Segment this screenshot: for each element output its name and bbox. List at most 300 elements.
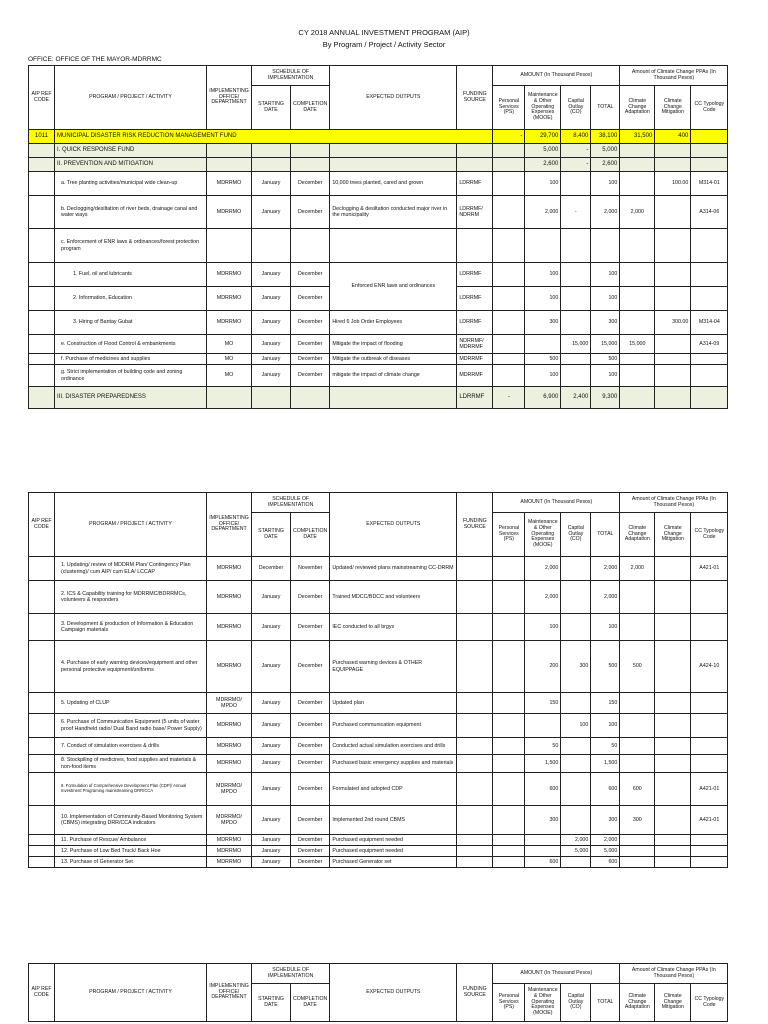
table-cell: NDRRMF/ MDRRMF [457,335,493,354]
table-cell [620,755,655,773]
table-cell: January [252,857,291,868]
table-cell: 9,300 [591,387,620,409]
program-header: PROGRAM / PROJECT / ACTIVITY [55,964,207,1022]
table-cell: 29,700 [525,130,561,144]
table-cell: January [252,196,291,229]
table-cell: Purchased equipment needed [330,846,457,857]
table-cell [655,196,691,229]
table-cell: - [493,387,525,409]
table-cell: Enforced ENR laws and ordinances [330,263,457,311]
amount-header: AMOUNT (In Thousand Pesos) [493,964,620,984]
typology-header: CC Typology Code [691,513,728,557]
schedule-header: SCHEDULE OF IMPLEMENTATION [252,66,330,86]
table-cell: 100 [561,714,591,738]
table-cell: f. Purchase of medicines and supplies [55,354,207,365]
table-cell: MDRRMO/ MPDO [207,773,252,806]
adaptation-header: Climate Change Adaptation [620,86,655,130]
table-cell: MO [207,354,252,365]
office-label: OFFICE: OFFICE OF THE MAYOR-MDRRMC [28,56,162,63]
table-cell: 100 [591,287,620,311]
table-row [29,835,728,846]
table-cell [561,806,591,835]
table-cell: 7. Conduct of simulation exercises & drills [55,738,207,755]
table-cell: 2,400 [561,387,591,409]
climate-header: Amount of Climate Change PPAs (In Thousand Pesos) [620,964,728,984]
table-cell [620,714,655,738]
table-cell: A421-01 [691,557,728,581]
table-cell: 1. Updating/ review of MDDRM Plan/ Contingency Plan (clustering)/ cum AIP/ cum ELA/ LCCAP [55,557,207,581]
aip-table-3 [28,963,728,1022]
table-cell: Hired 6 Job Order Employees [330,311,457,335]
table-cell: LDRRMF [457,387,493,409]
table-cell: January [252,172,291,196]
table-row [29,857,728,868]
starting-header: STARTING DATE [252,513,291,557]
table-cell: b. Declogging/desiltation of river beds, drainage canal and water ways [55,196,207,229]
table-cell: 300 [591,806,620,835]
implementing-header: IMPLEMENTING OFFICE/ DEPARTMENT [207,66,252,130]
table-cell: 100 [525,614,561,641]
table-cell [561,693,591,714]
table-cell [493,196,525,229]
table-cell: December [291,738,330,755]
table-cell: LDRRMF [457,263,493,287]
table-cell: e. Construction of Flood Control & embankments [55,335,207,354]
table-cell: December [291,693,330,714]
table-row [29,641,728,693]
table-cell: Conducted actual simulation exercises and drills [330,738,457,755]
starting-header: STARTING DATE [252,984,291,1022]
table-cell: December [291,365,330,387]
table-cell: IEC conducted to all brgys [330,614,457,641]
adaptation-header: Climate Change Adaptation [620,984,655,1022]
table-cell: December [291,857,330,868]
table-cell [561,755,591,773]
table-cell: December [291,806,330,835]
table-cell: 150 [591,693,620,714]
table-cell: 38,100 [591,130,620,144]
aip-ref-header: AIP REF CODE [29,66,55,130]
table-cell: December [291,835,330,846]
table-cell: Formulated and adopted CDP [330,773,457,806]
table-row [29,773,728,806]
completion-header: COMPLETION DATE [291,513,330,557]
table-cell: 2,000 [525,196,561,229]
table-cell [620,846,655,857]
table-row [29,172,728,196]
table-cell: Purchased communication equipment [330,714,457,738]
table-cell: MUNICIPAL DISASTER RISK REDUCTION MANAGEMENT FUND [55,130,493,144]
table-cell: January [252,287,291,311]
table-cell: 1,500 [591,755,620,773]
table-cell [620,693,655,714]
table-cell: December [291,263,330,287]
table-cell: MDRRMO [207,311,252,335]
table-cell: 400 [655,130,691,144]
table-cell: 2,000 [561,835,591,846]
schedule-header: SCHEDULE OF IMPLEMENTATION [252,493,330,513]
table-cell: December [291,172,330,196]
table-cell [561,172,591,196]
table-cell: January [252,773,291,806]
table-cell: Purchased warning devices & OTHER EQUIPPAGE [330,641,457,693]
table-cell: A421-01 [691,773,728,806]
table-row [29,755,728,773]
table-cell [525,835,561,846]
aip-table-2 [28,492,728,868]
table-cell: 5,000 [561,846,591,857]
table-cell: Mitigate the outbreak of diseases [330,354,457,365]
table-cell: III. DISASTER PREPAREDNESS [55,387,207,409]
table-cell: 300 [561,641,591,693]
table-cell: 2,000 [525,557,561,581]
table-cell: 200 [525,641,561,693]
table-cell: 1,500 [525,755,561,773]
table-cell [691,738,728,755]
table-cell: 8. Stockpiling of medicines, food supplies and materials & non-food items [55,755,207,773]
table-cell: 600 [620,773,655,806]
table-cell: c. Enforcement of ENR laws & ordinances/forest protection program [55,229,207,263]
table-cell: LDRRMF [457,172,493,196]
table-cell [620,581,655,614]
table-header [29,964,728,1022]
table-cell [691,846,728,857]
table-row [29,806,728,835]
table-cell: 2,000 [591,581,620,614]
table-cell: December [252,557,291,581]
table-cell: 6,900 [525,387,561,409]
table-cell: 300 [525,806,561,835]
table-cell: December [291,196,330,229]
table-cell: January [252,714,291,738]
table-cell: g. Strict implementation of building code and zoning ordinance [55,365,207,387]
table-cell [561,738,591,755]
typology-header: CC Typology Code [691,86,728,130]
table-cell: 31,500 [620,130,655,144]
outputs-header: EXPECTED OUTPUTS [330,964,457,1022]
table-cell: January [252,846,291,857]
table-cell: MDRRMO [207,641,252,693]
table-cell [620,835,655,846]
table-cell [525,714,561,738]
table-cell: 12. Purchase of Low Bed Truck/ Back Hoe [55,846,207,857]
table-cell: MDRRMF [457,365,493,387]
table-cell: MDRRMO [207,581,252,614]
table-cell: 300 [591,311,620,335]
table-cell: MDRRMF [457,354,493,365]
table-cell: January [252,641,291,693]
table-cell: January [252,581,291,614]
table-cell [691,614,728,641]
table-cell [561,857,591,868]
table-cell: December [291,311,330,335]
table-cell: 500 [591,641,620,693]
total-header: TOTAL [591,984,620,1022]
table-cell: M314-01 [691,172,728,196]
table-cell: Mitigate the impact of flooding [330,335,457,354]
table-cell [561,557,591,581]
outputs-header: EXPECTED OUTPUTS [330,66,457,130]
table-cell: LDRRMF [457,287,493,311]
table-cell: November [291,557,330,581]
table-cell: 8,400 [561,130,591,144]
table-cell: December [291,354,330,365]
table-cell: 1. Fuel, oil and lubricants [55,263,207,287]
table-cell: MDRRMO [207,287,252,311]
table-cell: 3. Development & production of Information & Education Campaign materials [55,614,207,641]
funding-header: FUNDING SOURCE [457,964,493,1022]
table-cell [561,614,591,641]
table-cell: MDRRMO [207,172,252,196]
table-cell: 15,000 [561,335,591,354]
table-cell: 10,000 trees planted, cared and grown [330,172,457,196]
table-cell: 300 [525,311,561,335]
table-row [29,557,728,581]
completion-header: COMPLETION DATE [291,984,330,1022]
table-row [29,311,728,335]
table-cell: 15,000 [620,335,655,354]
aip-ref-header: AIP REF CODE [29,964,55,1022]
table-cell: 600 [591,773,620,806]
climate-header: Amount of Climate Change PPAs (In Thousand Pesos) [620,493,728,513]
table-cell: A314-09 [691,335,728,354]
table-cell [691,857,728,868]
table-cell: January [252,806,291,835]
table-row [29,196,728,229]
table-cell: 150 [525,693,561,714]
table-cell: mitigate the impact of climate change [330,365,457,387]
section-row [29,387,728,409]
table-cell: MDRRMO [207,857,252,868]
table-cell: MDRRMO [207,846,252,857]
table-cell: January [252,738,291,755]
table-cell [561,581,591,614]
table-cell: Trained MDCC/BDCC and volunteers [330,581,457,614]
table-cell [620,172,655,196]
table-cell: 13. Purchase of Generator Set [55,857,207,868]
table-cell [691,581,728,614]
table-cell: 600 [525,773,561,806]
table-row [29,263,728,287]
aip-table-1 [28,65,728,409]
table-cell: MDRRMO [207,714,252,738]
table-cell: December [291,755,330,773]
climate-header: Amount of Climate Change PPAs (In Thousand Pesos) [620,66,728,86]
table-cell: January [252,693,291,714]
schedule-header: SCHEDULE OF IMPLEMENTATION [252,964,330,984]
table-cell: December [291,641,330,693]
table-cell: MDRRMO [207,755,252,773]
table-row [29,335,728,354]
ps-header: Personal Services (PS) [493,513,525,557]
table-row [29,229,728,263]
table-cell [620,614,655,641]
table-cell: M314-04 [691,311,728,335]
table-cell: a. Tree planting activities/municipal wide clean-up [55,172,207,196]
table-cell: 300 [620,806,655,835]
table-cell: January [252,614,291,641]
table-cell [525,846,561,857]
table-cell [691,714,728,738]
table-cell: 500 [620,641,655,693]
table-cell: MDRRMO [207,196,252,229]
table-cell: 2. ICS & Capability training for MDRRMC/BDRRMCs, volunteers & responders [55,581,207,614]
table-cell: A421-01 [691,806,728,835]
mitigation-header: Climate Change Mitigation [655,86,691,130]
table-cell: 100 [591,365,620,387]
outputs-header: EXPECTED OUTPUTS [330,493,457,557]
table-cell: 600 [525,857,561,868]
table-cell: II. PREVENTION AND MITIGATION [55,158,207,172]
table-cell: 6. Purchase of Communication Equipment (5 units of water proof Handheld radio/ Dual Band radio base/ Power Supply) [55,714,207,738]
table-cell: MDRRMO [207,738,252,755]
table-cell: 100 [525,263,561,287]
table-cell: 100.00 [655,172,691,196]
table-cell: 100 [591,263,620,287]
table-cell: 1011 [29,130,55,144]
table-cell: 300.00 [655,311,691,335]
section-row [29,144,728,158]
total-header: TOTAL [591,513,620,557]
co-header: Capital Outlay (CO) [561,86,591,130]
table-cell: 50 [525,738,561,755]
table-cell: - [561,196,591,229]
table-cell: MO [207,335,252,354]
adaptation-header: Climate Change Adaptation [620,513,655,557]
typology-header: CC Typology Code [691,984,728,1022]
table-cell: January [252,365,291,387]
table-cell: 2,000 [525,581,561,614]
mooe-header: Maintenance & Other Operating Expenses (MOOE) [525,984,561,1022]
table-cell: December [291,335,330,354]
table-cell: 100 [591,714,620,738]
table-cell: Purchased equipment needed [330,835,457,846]
table-row [29,714,728,738]
co-header: Capital Outlay (CO) [561,513,591,557]
table-row [29,738,728,755]
table-cell: 600 [591,857,620,868]
table-row [29,354,728,365]
table-cell: 2,000 [620,557,655,581]
table-cell: December [291,614,330,641]
table-cell [493,172,525,196]
table-cell: Updated plan [330,693,457,714]
program-header: PROGRAM / PROJECT / ACTIVITY [55,493,207,557]
table-row [29,693,728,714]
table-cell: 2,000 [591,196,620,229]
table-row [29,581,728,614]
table-cell: 11. Purchase of Rescue/ Ambulance [55,835,207,846]
implementing-header: IMPLEMENTING OFFICE/ DEPARTMENT [207,493,252,557]
table-cell: Purchased basic emergency supplies and materials [330,755,457,773]
table-cell: MDRRMO/ MPDO [207,693,252,714]
table-cell: MDRRMO [207,835,252,846]
table-cell [691,755,728,773]
table-cell [620,738,655,755]
table-cell: MDRRMO [207,614,252,641]
table-cell: January [252,311,291,335]
table-cell: MDRRMO [207,263,252,287]
table-cell: A424-10 [691,641,728,693]
table-cell: December [291,773,330,806]
program-header: PROGRAM / PROJECT / ACTIVITY [55,66,207,130]
table-cell: December [291,287,330,311]
amount-header: AMOUNT (In Thousand Pesos) [493,493,620,513]
table-cell [620,857,655,868]
table-cell: 4. Purchase of early warning devices/equipment and other personal protective equipment/uniforms [55,641,207,693]
table-cell [561,773,591,806]
table-cell: - [561,158,591,172]
table-cell [691,693,728,714]
table-cell: 100 [591,172,620,196]
implementing-header: IMPLEMENTING OFFICE/ DEPARTMENT [207,964,252,1022]
mooe-header: Maintenance & Other Operating Expenses (MOOE) [525,513,561,557]
section-row [29,158,728,172]
table-cell: December [291,714,330,738]
table-cell: 100 [525,365,561,387]
table-cell: 100 [525,172,561,196]
ps-header: Personal Services (PS) [493,984,525,1022]
table-cell: 100 [525,287,561,311]
table-cell: Updated/ reviewed plans mainstreaming CC-DRRM [330,557,457,581]
table-cell: 15,000 [591,335,620,354]
starting-header: STARTING DATE [252,86,291,130]
table-cell: MDRRMO [207,557,252,581]
table-cell: 500 [525,354,561,365]
document-subtitle: By Program / Project / Activity Sector [322,40,446,49]
table-cell: 2,600 [591,158,620,172]
fund-row [29,130,728,144]
document-title: CY 2018 ANNUAL INVESTMENT PROGRAM (AIP) [298,28,470,37]
total-header: TOTAL [591,86,620,130]
table-cell: January [252,263,291,287]
table-cell: MO [207,365,252,387]
table-cell: - [561,144,591,158]
table-row [29,365,728,387]
table-cell: 2,600 [525,158,561,172]
table-cell: January [252,835,291,846]
table-cell [691,835,728,846]
funding-header: FUNDING SOURCE [457,493,493,557]
table-cell: 50 [591,738,620,755]
table-row [29,614,728,641]
table-cell: Implemented 2nd round CBMS [330,806,457,835]
ps-header: Personal Services (PS) [493,86,525,130]
table-cell: 5. Updating of CLUP [55,693,207,714]
table-cell: December [291,846,330,857]
table-cell: LDRRMF [457,311,493,335]
table-cell: 5,000 [591,846,620,857]
mitigation-header: Climate Change Mitigation [655,513,691,557]
table-header [29,66,728,130]
table-cell: January [252,755,291,773]
completion-header: COMPLETION DATE [291,86,330,130]
table-cell: 9. Formulation of Comprehensive Development Plan (CDP)/ Annual Investment Programing mainstreaming DRR/CCA [55,773,207,806]
table-cell: 2,000 [620,196,655,229]
mitigation-header: Climate Change Mitigation [655,984,691,1022]
funding-header: FUNDING SOURCE [457,66,493,130]
table-cell: Purchased Generator set [330,857,457,868]
table-cell: 2,000 [591,557,620,581]
amount-header: AMOUNT (In Thousand Pesos) [493,66,620,86]
table-header [29,493,728,557]
mooe-header: Maintenance & Other Operating Expenses (MOOE) [525,86,561,130]
table-row [29,846,728,857]
table-cell: I. QUICK RESPONSE FUND [55,144,207,158]
table-cell: LDRRMF/ NDRRM [457,196,493,229]
table-cell: 5,000 [525,144,561,158]
table-cell: A314-06 [691,196,728,229]
